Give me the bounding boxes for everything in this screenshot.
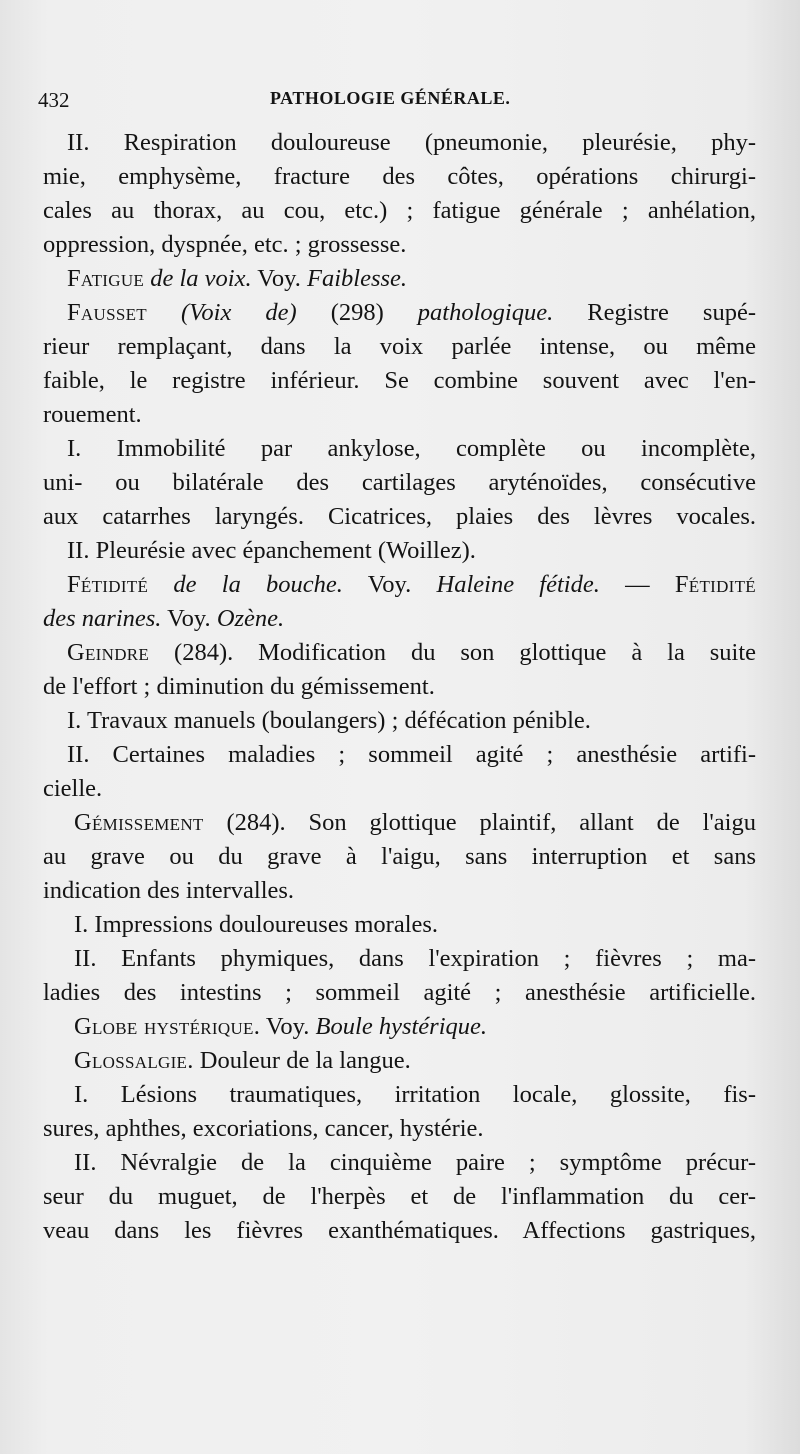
entry-fausset (43, 296, 756, 330)
text-line: ladies des intestins ; sommeil agité ; anesthésie artificielle. (43, 979, 756, 1006)
entry-fetidite-narines (43, 602, 756, 636)
text-line: rieur remplaçant, dans la voix parlée intense, ou même (43, 333, 756, 360)
text-line: au grave ou du grave à l'aigu, sans interruption et sans (43, 843, 756, 870)
see-also: Voy. (342, 571, 437, 598)
text-line: rouement. (43, 401, 142, 428)
page-number: 432 (38, 88, 70, 112)
entry-headword: Globe hystérique. (74, 1013, 261, 1040)
body-text (43, 126, 756, 1248)
entry-gemissement (43, 806, 756, 840)
entry-geindre (43, 636, 756, 670)
entry-qualifier: pathologique. (417, 299, 554, 326)
entry-headword: Fatigue (67, 265, 145, 292)
text-line: faible, le registre inférieur. Se combine souvent avec l'en- (43, 367, 756, 394)
cross-reference: Faiblesse. (307, 265, 408, 292)
entry-qualifier: des narines. (43, 605, 162, 632)
text-line: mie, emphysème, fracture des côtes, opérations chirurgi- (43, 163, 756, 190)
entry-definition: Douleur de la langue. (193, 1047, 411, 1074)
entry-definition: Registre supé- (553, 299, 756, 326)
entry-definition: (284). Modification du son glottique à la suite (149, 639, 756, 666)
entry-headword: Geindre (67, 639, 150, 666)
text-line: seur du muguet, de l'herpès et de l'inflammation du cer- (43, 1183, 756, 1210)
text-line: I. Travaux manuels (boulangers) ; défécation pénible. (67, 707, 591, 734)
entry-glossalgie (43, 1044, 756, 1078)
dash: — (599, 571, 675, 598)
text-line: II. Respiration douloureuse (pneumonie, pleurésie, phy- (67, 129, 756, 156)
entry-qualifier: de la bouche. (148, 571, 343, 598)
entry-headword: Gémissement (74, 809, 204, 836)
see-also: Voy. (161, 605, 217, 632)
text-line: II. Certaines maladies ; sommeil agité ; anesthésie artifi- (67, 741, 756, 768)
entry-headword: Glossalgie. (74, 1047, 194, 1074)
entry-fetidite (43, 568, 756, 602)
text-line: aux catarrhes laryngés. Cicatrices, plaies des lèvres vocales. (43, 503, 756, 530)
text-line: de l'effort ; diminution du gémissement. (43, 673, 435, 700)
see-also: Voy. (260, 1013, 316, 1040)
entry-headword: Fétidité (67, 571, 149, 598)
cross-reference: Ozène. (216, 605, 285, 632)
text-line: I. Immobilité par ankylose, complète ou incomplète, (67, 435, 756, 462)
text-line: II. Névralgie de la cinquième paire ; symptôme précur- (74, 1149, 756, 1176)
text-line: sures, aphthes, excoriations, cancer, hystérie. (43, 1115, 484, 1142)
see-also: Voy. (251, 265, 307, 292)
section-ref: (298) (296, 299, 418, 326)
running-head: PATHOLOGIE GÉNÉRALE. (270, 88, 511, 108)
text-line: uni- ou bilatérale des cartilages aryténoïdes, consécutive (43, 469, 756, 496)
text-line: cielle. (43, 775, 103, 802)
page-header (38, 88, 738, 118)
text-line: indication des intervalles. (43, 877, 295, 904)
entry-qualifier: (Voix de) (146, 299, 297, 326)
text-line: I. Impressions douloureuses morales. (74, 911, 439, 938)
text-line: veau dans les fièvres exanthématiques. Affections gastriques, (43, 1217, 756, 1244)
cross-reference: Boule hystérique. (315, 1013, 487, 1040)
entry-headword: Fausset (67, 299, 147, 326)
entry-fatigue (43, 262, 756, 296)
entry-globe (43, 1010, 756, 1044)
text-line: II. Pleurésie avec épanchement (Woillez). (67, 537, 476, 564)
entry-qualifier: de la voix. (144, 265, 252, 292)
text-line: I. Lésions traumatiques, irritation locale, glossite, fis- (74, 1081, 756, 1108)
entry-headword: Fétidité (674, 571, 756, 598)
text-line: II. Enfants phymiques, dans l'expiration ; fièvres ; ma- (74, 945, 756, 972)
entry-definition: (284). Son glottique plaintif, allant de l'aigu (203, 809, 756, 836)
text-line: cales au thorax, au cou, etc.) ; fatigue générale ; anhélation, (43, 197, 756, 224)
text-line: oppression, dyspnée, etc. ; grossesse. (43, 231, 407, 258)
cross-reference: Haleine fétide. (436, 571, 600, 598)
